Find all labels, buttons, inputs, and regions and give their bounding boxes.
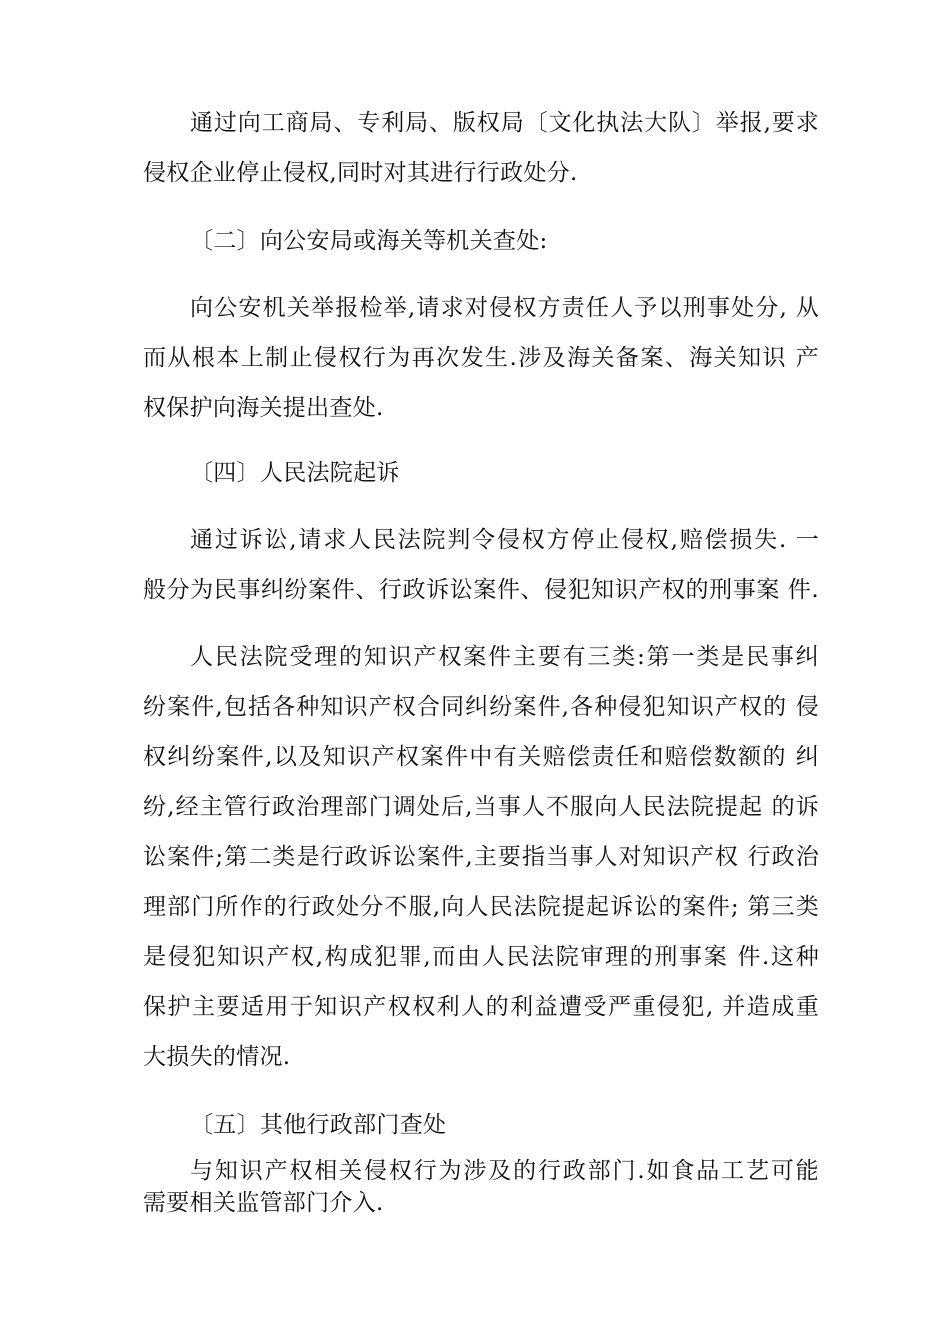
paragraph-4-line-5: 讼案件;第二类是行政诉讼案件,主要指当事人对知识产权 行政治 — [143, 844, 819, 870]
paragraph-5-line-2: 需要相关监管部门介入. — [143, 1190, 384, 1216]
paragraph-4-line-2: 纷案件,包括各种知识产权合同纠纷案件,各种侵犯知识产权的 侵 — [143, 694, 819, 720]
paragraph-4-line-8: 保护主要适用于知识产权权利人的利益遭受严重侵犯, 并造成重 — [143, 994, 819, 1020]
section-heading-4: 〔四〕人民法院起诉 — [190, 460, 400, 486]
paragraph-4-line-9: 大损失的情况. — [143, 1044, 291, 1070]
section-heading-2: 〔二〕向公安局或海关等机关查处: — [190, 228, 548, 254]
paragraph-3-line-1: 通过诉讼,请求人民法院判令侵权方停止侵权,赔偿损失. 一 — [190, 527, 819, 553]
paragraph-5-line-1: 与知识产权相关侵权行为涉及的行政部门.如食品工艺可能 — [190, 1158, 819, 1184]
paragraph-4-line-3: 权纠纷案件,以及知识产权案件中有关赔偿责任和赔偿数额的 纠 — [143, 744, 819, 770]
paragraph-2-line-3: 权保护向海关提出查处. — [143, 395, 384, 421]
paragraph-2-line-2: 而从根本上制止侵权行为再次发生.涉及海关备案、海关知识 产 — [143, 345, 819, 371]
paragraph-4-line-6: 理部门所作的行政处分不服,向人民法院提起诉讼的案件; 第三类 — [143, 894, 819, 920]
paragraph-4-line-4: 纷,经主管行政治理部门调处后,当事人不服向人民法院提起 的诉 — [143, 794, 819, 820]
paragraph-4-line-7: 是侵犯知识产权,构成犯罪,而由人民法院审理的刑事案 件.这种 — [143, 944, 819, 970]
paragraph-1-line-1: 通过向工商局、专利局、版权局〔文化执法大队〕举报,要求 — [190, 110, 819, 136]
paragraph-4-line-1: 人民法院受理的知识产权案件主要有三类:第一类是民事纠 — [190, 644, 819, 670]
paragraph-1-line-2: 侵权企业停止侵权,同时对其进行行政处分. — [143, 160, 578, 186]
paragraph-3-line-2: 般分为民事纠纷案件、行政诉讼案件、侵犯知识产权的刑事案 件. — [143, 577, 819, 603]
section-heading-5: 〔五〕其他行政部门查处 — [190, 1112, 447, 1138]
paragraph-2-line-1: 向公安机关举报检举,请求对侵权方责任人予以刑事处分, 从 — [190, 295, 819, 321]
